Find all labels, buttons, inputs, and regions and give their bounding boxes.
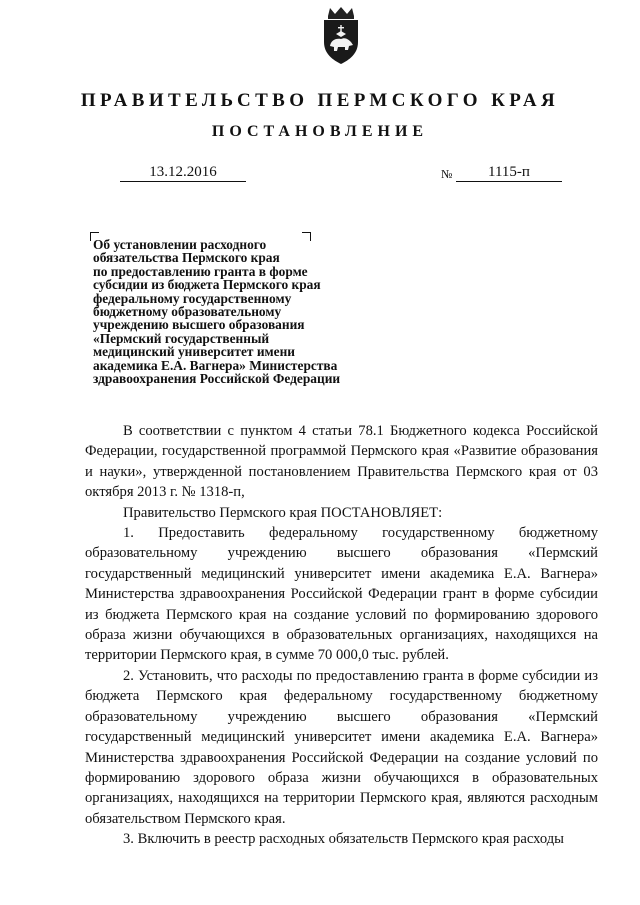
clause-3-paragraph: 3. Включить в реестр расходных обязательств Пермского края расходы — [123, 831, 564, 848]
clause-2-paragraph: 2. Установить, что расходы по предоставлению гранта в форме субсидии из бюджета Пермского края федеральному государственному бюджетному образовательному учреждению высшего образования «Пермский государственный медицинский университет имени академика Е.А. Вагнера» Министерства здравоохранения Российской Федерации на создание условий по формированию здорового образа жизни обучающихся в образовательных организациях, находящихся на территории Пермского края, являются расходным обязательством Пермского края. — [85, 667, 598, 827]
subject-line: учреждению высшего образования — [93, 317, 305, 333]
subject-line: Об установлении расходного — [93, 237, 267, 252]
coat-of-arms-emblem — [318, 6, 364, 66]
document-body — [85, 421, 598, 849]
clause-1-paragraph: 1. Предоставить федеральному государственному бюджетному образовательному учреждению высшего образования «Пермский государственный медицинский университет имени академика Е.А. Вагнера» Министерства здравоохранения Российской Федерации грант в форме субсидии из бюджета Пермского края на создание условий по формированию здорового образа жизни обучающихся в образовательных организациях, находящихся на территории Пермского края, в сумме 70 000,0 тыс. рублей. — [85, 525, 598, 664]
document-subject — [93, 238, 383, 385]
resolution-statement: Правительство Пермского края ПОСТАНОВЛЯЕТ: — [123, 504, 443, 521]
subject-line: академика Е.А. Вагнера» Министерства — [93, 357, 338, 373]
number-sign: № — [441, 167, 453, 181]
preamble-paragraph: В соответствии с пунктом 4 статьи 78.1 Бюджетного кодекса Российской Федерации, государственной программой Пермского края «Развитие образования и науки», утвержденной постановлением Правительства Пермского края от 03 октября 2013 г. № 1318-п, — [85, 423, 598, 501]
subject-line: обязательства Пермского края — [93, 250, 280, 266]
subject-line: бюджетному образовательному — [93, 304, 282, 320]
subject-line: по предоставлению гранта в форме — [93, 263, 308, 279]
subject-line: «Пермский государственный — [93, 330, 270, 346]
government-title: ПРАВИТЕЛЬСТВО ПЕРМСКОГО КРАЯ — [80, 90, 560, 111]
subject-line: медицинский университет имени — [93, 344, 296, 360]
subject-line: федеральному государственному — [93, 290, 292, 306]
document-type: ПОСТАНОВЛЕНИЕ — [211, 123, 429, 140]
subject-line: субсидии из бюджета Пермского края — [93, 277, 321, 293]
subject-line: здравоохранения Российской Федерации — [93, 371, 341, 387]
document-number: 1115-п — [456, 163, 562, 182]
document-date: 13.12.2016 — [120, 163, 246, 182]
